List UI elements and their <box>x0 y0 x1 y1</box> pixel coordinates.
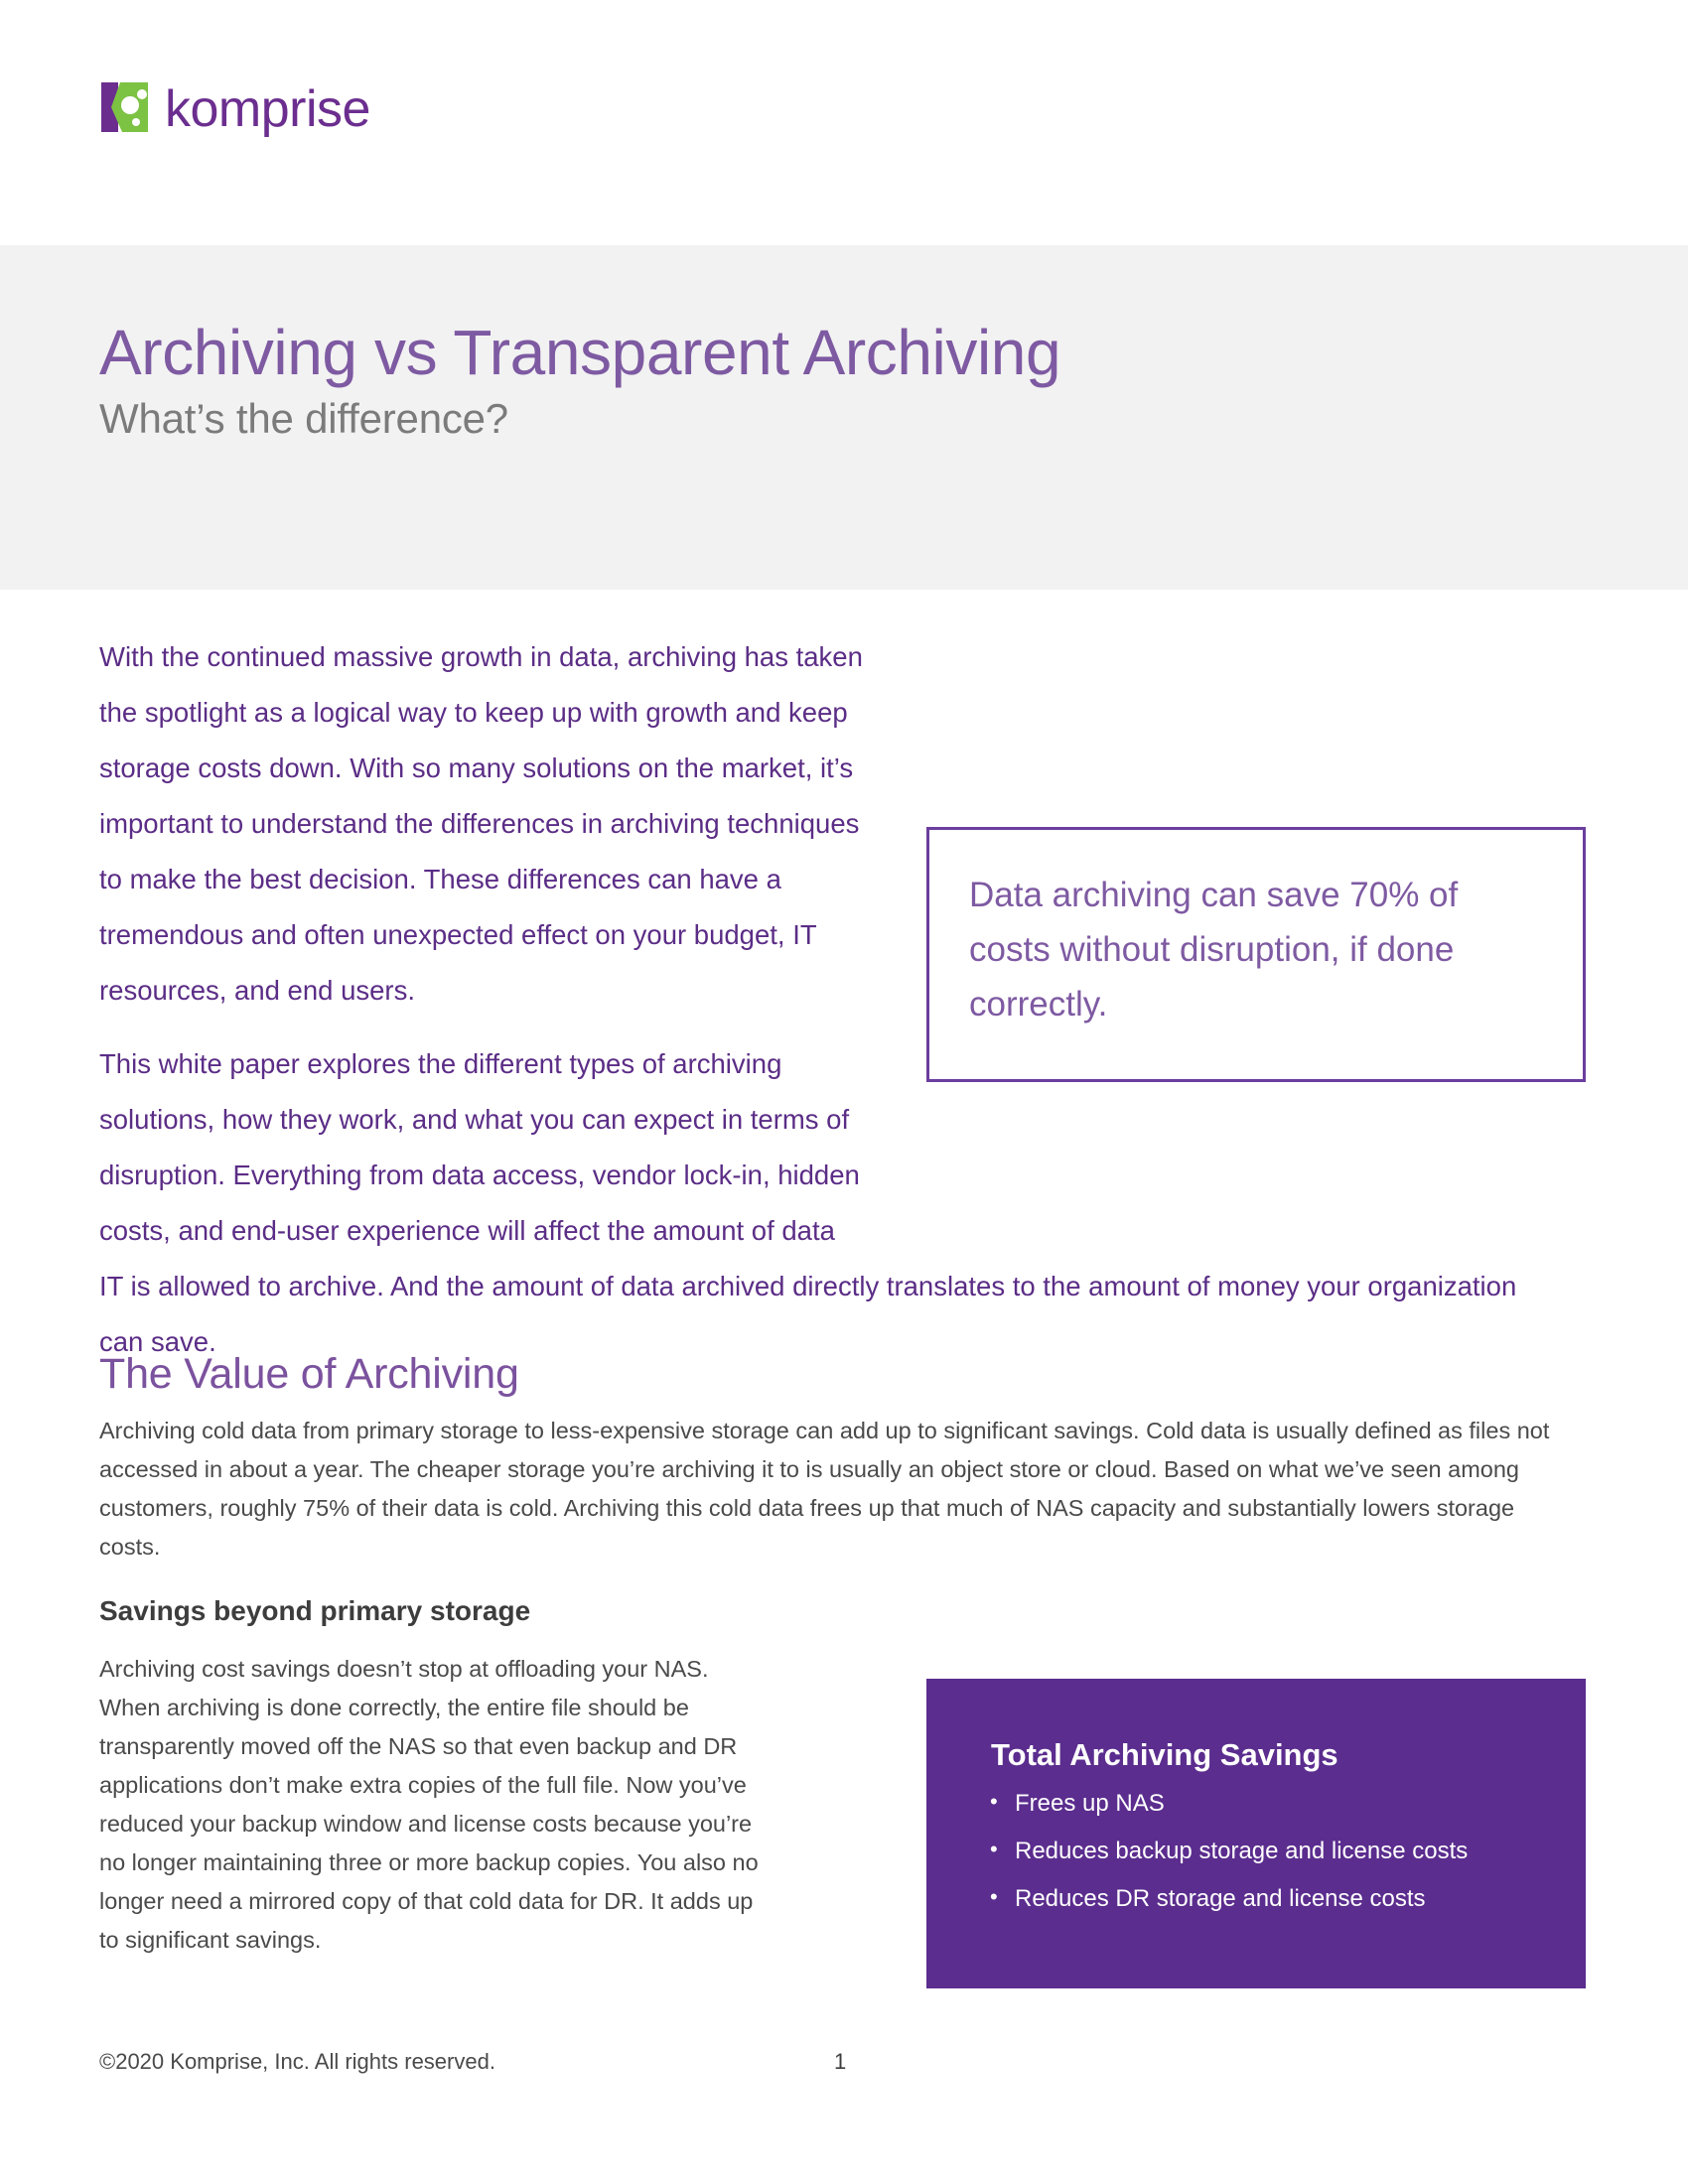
komprise-logo-icon <box>99 79 151 135</box>
page-subtitle: What’s the difference? <box>99 395 508 442</box>
list-item: • Reduces backup storage and license costs <box>988 1838 1468 1866</box>
document-header <box>0 0 1688 245</box>
savings-box-bullet-list <box>988 1790 1468 1932</box>
page-title: Archiving vs Transparent Archiving <box>99 317 1061 388</box>
title-banner <box>0 245 1688 590</box>
footer-page-number: 1 <box>834 2049 847 2074</box>
intro-text-block <box>99 629 1559 1370</box>
savings-box-title: Total Archiving Savings <box>991 1737 1338 1772</box>
subheading-savings-beyond-primary-storage: Savings beyond primary storage <box>99 1595 531 1626</box>
document-footer <box>0 2049 1688 2099</box>
total-archiving-savings-box <box>926 1679 1586 1988</box>
list-item: • Frees up NAS <box>988 1790 1468 1819</box>
intro-paragraph-2: This white paper explores the different types of archiving solutions, how they work, and what you can expect in terms of disruption. Everything from data access, vendor lock-in, hidden costs, and end-user experience will affect the amount of data IT is allowed to archive. And the amount of data archived directly translates to the amount of money your organization can save. <box>99 1048 1517 1357</box>
komprise-logo <box>99 79 370 138</box>
section-body-savings: Archiving cost savings doesn’t stop at offloading your NAS. When archiving is done correctly, the entire file should be transparently moved off the NAS so that even backup and DR applications don’t make extra copies of the full file. Now you’ve reduced your backup window and license costs because you’re no longer maintaining three or more backup copies. You also no longer need a mirrored copy of that cold data for DR. It adds up to significant savings. <box>99 1656 759 1953</box>
komprise-wordmark: komprise <box>165 80 370 138</box>
section-body-value-of-archiving: Archiving cold data from primary storage to less-expensive storage can add up to significant savings. Cold data is usually defined as files not accessed in about a year. The cheaper storage you’re archiving it to is usually an object store or cloud. Based on what we’ve seen among customers, roughly 75% of their data is cold. Archiving this cold data frees up that much of NAS capacity and substantially lowers storage costs. <box>99 1418 1550 1560</box>
section-heading-value-of-archiving: The Value of Archiving <box>99 1350 519 1398</box>
callout-flow-spacer <box>864 778 1559 1255</box>
callout-text: Data archiving can save 70% of costs without disruption, if done correctly. <box>969 876 1459 1024</box>
intro-paragraph-1: With the continued massive growth in data, archiving has taken the spotlight as a logical way to keep up with growth and keep storage costs down. With so many solutions on the market, it’s important to understand the differences in archiving techniques to make the best decision. These differences can have a tremendous and often unexpected effect on your budget, IT resources, and end users. <box>99 641 863 1006</box>
list-item: • Reduces DR storage and license costs <box>988 1885 1468 1914</box>
footer-copyright: ©2020 Komprise, Inc. All rights reserved. <box>99 2049 495 2074</box>
